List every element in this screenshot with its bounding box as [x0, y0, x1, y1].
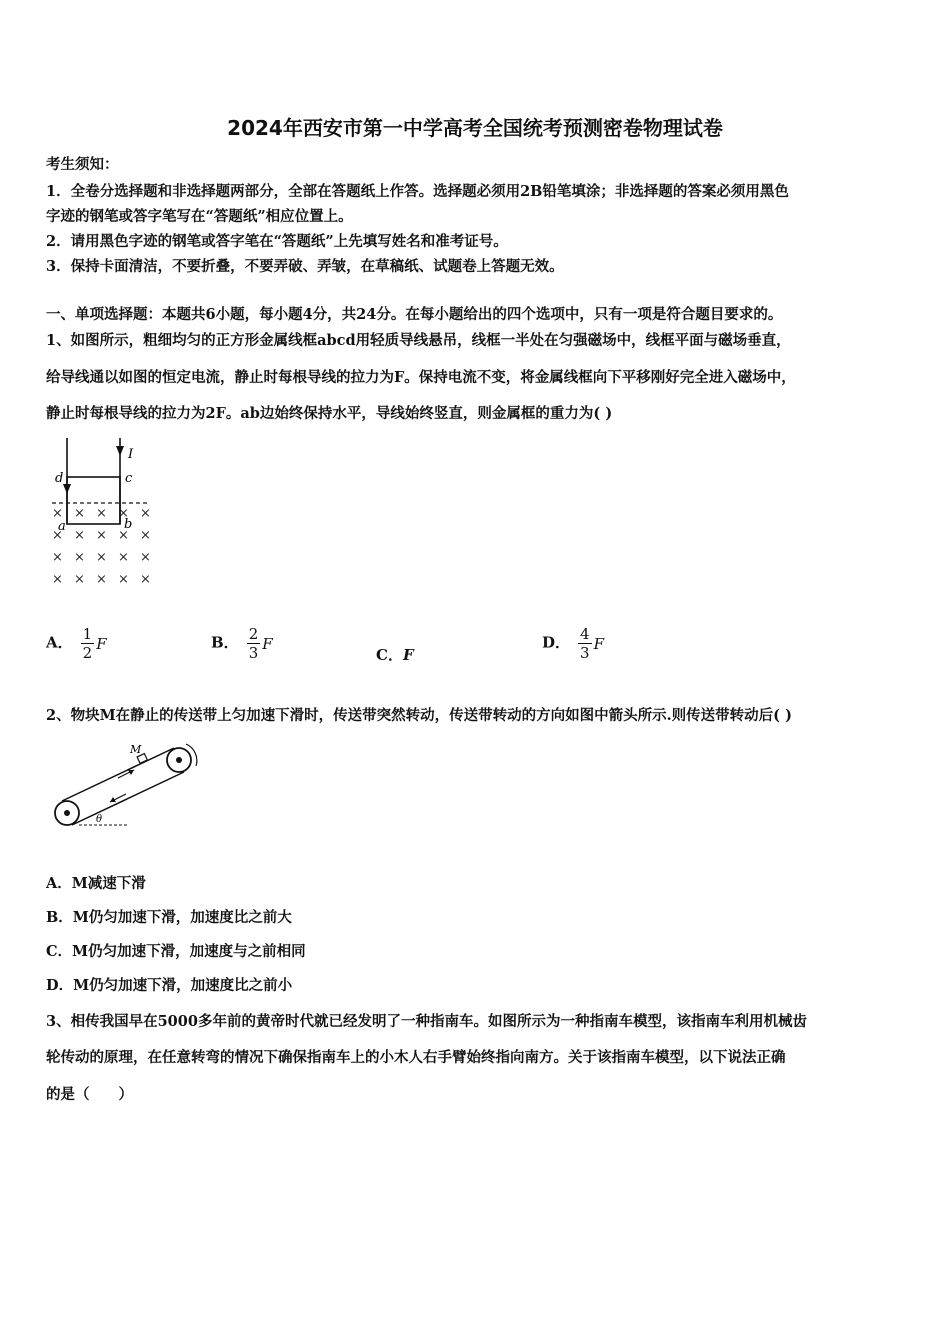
question-1-line: 静止时每根导线的拉力为2F。ab边始终保持水平，导线始终竖直，则金属框的重力为( ): [46, 405, 613, 422]
section-heading: 一、单项选择题：本题共6小题，每小题4分，共24分。在每小题给出的四个选项中，只有一项是符合题目要求的。: [46, 306, 783, 323]
fraction: $\frac{2}{3}$: [248, 625, 259, 662]
corner-d-label: d: [55, 471, 64, 486]
current-label: I: [128, 447, 134, 462]
magnetic-field-cross: ×: [96, 506, 107, 521]
magnetic-field-cross: ×: [52, 506, 63, 521]
option-b[interactable]: B． $\frac{2}{3}$ F: [211, 625, 273, 662]
question-2-option[interactable]: A．M减速下滑: [46, 875, 146, 892]
magnetic-field-cross: ×: [74, 506, 85, 521]
question-1-line: 给导线通以如图的恒定电流，静止时每根导线的拉力为F。保持电流不变，将金属线框向下平移刚好完全进入磁场中，: [46, 369, 796, 386]
magnetic-field-cross: ×: [52, 528, 63, 543]
magnetic-field-cross: ×: [118, 506, 129, 521]
question-3-line: 的是（ ）: [46, 1086, 133, 1103]
question-3-line: 轮传动的原理，在任意转弯的情况下确保指南车上的小木人右手臂始终指向南方。关于该指南车模型，以下说法正确: [46, 1049, 786, 1066]
angle-theta-label: θ: [96, 814, 103, 825]
corner-a-label: a: [58, 519, 66, 534]
magnetic-field-cross: ×: [74, 528, 85, 543]
option-c[interactable]: C．F: [376, 646, 414, 664]
corner-b-label: b: [124, 517, 133, 532]
magnetic-field-cross: ×: [140, 550, 151, 565]
magnetic-field-cross: ×: [52, 572, 63, 587]
question-2-stem: 2、物块M在静止的传送带上匀加速下滑时，传送带突然转动，传送带转动的方向如图中箭头所示.则传送带转动后( ): [46, 707, 792, 724]
question-2-figure: [46, 740, 206, 832]
question-1-figure: [46, 436, 166, 592]
question-2-option[interactable]: B．M仍匀加速下滑，加速度比之前大: [46, 909, 292, 926]
magnetic-field-cross: ×: [140, 572, 151, 587]
notice-item: 2．请用黑色字迹的钢笔或答字笔在“答题纸”上先填写姓名和准考证号。: [46, 233, 508, 250]
magnetic-field-cross: ×: [52, 550, 63, 565]
magnetic-field-cross: ×: [118, 550, 129, 565]
option-a[interactable]: A． $\frac{1}{2}$ F: [46, 625, 107, 662]
notice-heading: 考生须知：: [46, 156, 119, 173]
corner-c-label: c: [125, 471, 133, 486]
option-d[interactable]: D． $\frac{4}{3}$ F: [542, 625, 604, 662]
magnetic-field-cross: ×: [74, 550, 85, 565]
question-3-line: 3、相传我国早在5000多年前的黄帝时代就已经发明了一种指南车。如图所示为一种指南车模型，该指南车利用机械齿: [46, 1013, 807, 1030]
question-2-option[interactable]: D．M仍匀加速下滑，加速度比之前小: [46, 977, 293, 994]
question-2-option[interactable]: C．M仍匀加速下滑，加速度与之前相同: [46, 943, 306, 960]
fraction: $\frac{4}{3}$: [580, 625, 590, 662]
notice-item: 字迹的钢笔或答字笔写在“答题纸”相应位置上。: [46, 208, 353, 225]
magnetic-field-cross: ×: [96, 528, 107, 543]
fraction: $\frac{1}{2}$: [82, 625, 93, 662]
magnetic-field-cross: ×: [140, 506, 151, 521]
magnetic-field-cross: ×: [74, 572, 85, 587]
notice-item: 3．保持卡面清洁，不要折叠，不要弄破、弄皱，在草稿纸、试题卷上答题无效。: [46, 258, 564, 275]
page-title: 2024年西安市第一中学高考全国统考预测密卷物理试卷: [227, 116, 723, 140]
magnetic-field-cross: ×: [96, 550, 107, 565]
magnetic-field-cross: ×: [140, 528, 151, 543]
question-1-line: 1、如图所示，粗细均匀的正方形金属线框abcd用轻质导线悬吊，线框一半处在匀强磁场中，线框平面与磁场垂直，: [46, 332, 791, 349]
magnetic-field-cross: ×: [118, 528, 129, 543]
magnetic-field-cross: ×: [118, 572, 129, 587]
magnetic-field-cross: ×: [96, 572, 107, 587]
notice-item: 1．全卷分选择题和非选择题两部分，全部在答题纸上作答。选择题必须用2B铅笔填涂；非选择题的答案必须用黑色: [46, 183, 789, 200]
block-m-label: M: [130, 743, 142, 756]
